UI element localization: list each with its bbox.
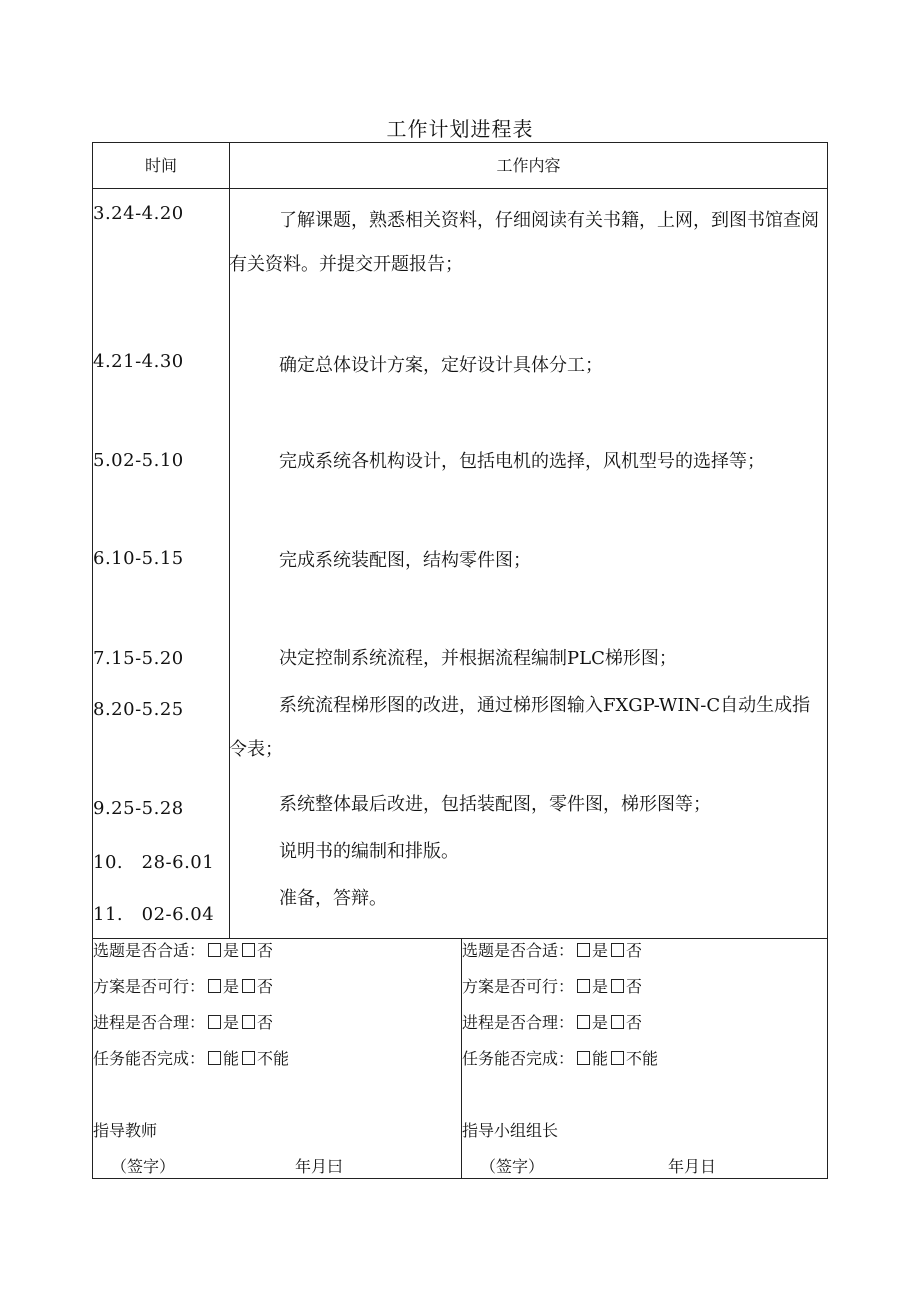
checkbox[interactable] [242,1015,255,1029]
row-date-8: 10. 28-6.01 [93,852,215,873]
eval-left-q2: 方案是否可行： 是 否 [93,977,274,996]
row-text-6: 系统流程梯形图的改进，通过梯形图输入FXGP-WIN-C自动生成指令表； [229,695,811,760]
row-date-1: 3.24-4.20 [93,203,184,224]
eval-right-sign: （签字） [480,1157,545,1176]
header-time: 时间 [144,156,177,175]
eval-left-signer: 指导教师 [93,1121,158,1140]
row-text-1: 了解课题，熟悉相关资料，仔细阅读有关书籍，上网，到图书馆查阅有关资料。并提交开题报告； [229,210,819,275]
evaluation-right [462,933,827,1185]
row-text-8: 说明书的编制和排版。 [279,841,459,862]
checkbox[interactable] [577,1051,590,1065]
row-date-3: 5.02-5.10 [93,450,184,471]
eval-right-q1: 选题是否合适： 是 否 [462,941,643,960]
checkbox[interactable] [242,979,255,993]
checkbox[interactable] [611,943,624,957]
checkbox[interactable] [577,979,590,993]
eval-right-signer: 指导小组组长 [462,1121,559,1140]
checkbox[interactable] [242,1051,255,1065]
row-text-7: 系统整体最后改进，包括装配图，零件图，梯形图等； [279,794,711,815]
checkbox[interactable] [577,943,590,957]
checkbox[interactable] [611,1015,624,1029]
eval-left-q4: 任务能否完成： 能 不能 [93,1049,290,1068]
row-date-7: 9.25-5.28 [93,798,184,819]
eval-right-q4: 任务能否完成： 能 不能 [462,1049,659,1068]
row-text-2: 确定总体设计方案，定好设计具体分工； [279,355,603,376]
checkbox[interactable] [208,1051,221,1065]
checkbox[interactable] [242,943,255,957]
eval-left-sign: （签字） [111,1157,176,1176]
checkbox[interactable] [208,1015,221,1029]
row-text-3: 完成系统各机构设计，包括电机的选择，风机型号的选择等； [279,451,765,472]
page-title: 工作计划进程表 [386,117,534,141]
checkbox[interactable] [208,979,221,993]
eval-right-q2: 方案是否可行： 是 否 [462,977,643,996]
row-date-4: 6.10-5.15 [93,548,184,569]
row-date-2: 4.21-4.30 [93,351,184,372]
row-text-5: 决定控制系统流程，并根据流程编制PLC梯形图； [279,648,677,669]
checkbox[interactable] [611,1051,624,1065]
evaluation-left [93,933,459,1185]
eval-right-date: 年月日 [668,1157,717,1176]
row-text-9: 准备，答辩。 [279,888,387,909]
plan-table [92,142,828,1179]
row-date-9: 11. 02-6.04 [93,904,215,925]
header-content: 工作内容 [496,156,561,175]
checkbox[interactable] [208,943,221,957]
row-date-6: 8.20-5.25 [93,699,184,720]
eval-right-q3: 进程是否合理： 是 否 [462,1013,643,1032]
checkbox[interactable] [611,979,624,993]
content-column [229,143,823,938]
eval-left-date: 年月曰 [295,1157,344,1176]
row-date-5: 7.15-5.20 [93,648,184,669]
eval-left-q1: 选题是否合适： 是 否 [93,941,274,960]
checkbox[interactable] [577,1015,590,1029]
eval-left-q3: 进程是否合理： 是 否 [93,1013,274,1032]
row-text-4: 完成系统装配图，结构零件图； [279,550,531,571]
